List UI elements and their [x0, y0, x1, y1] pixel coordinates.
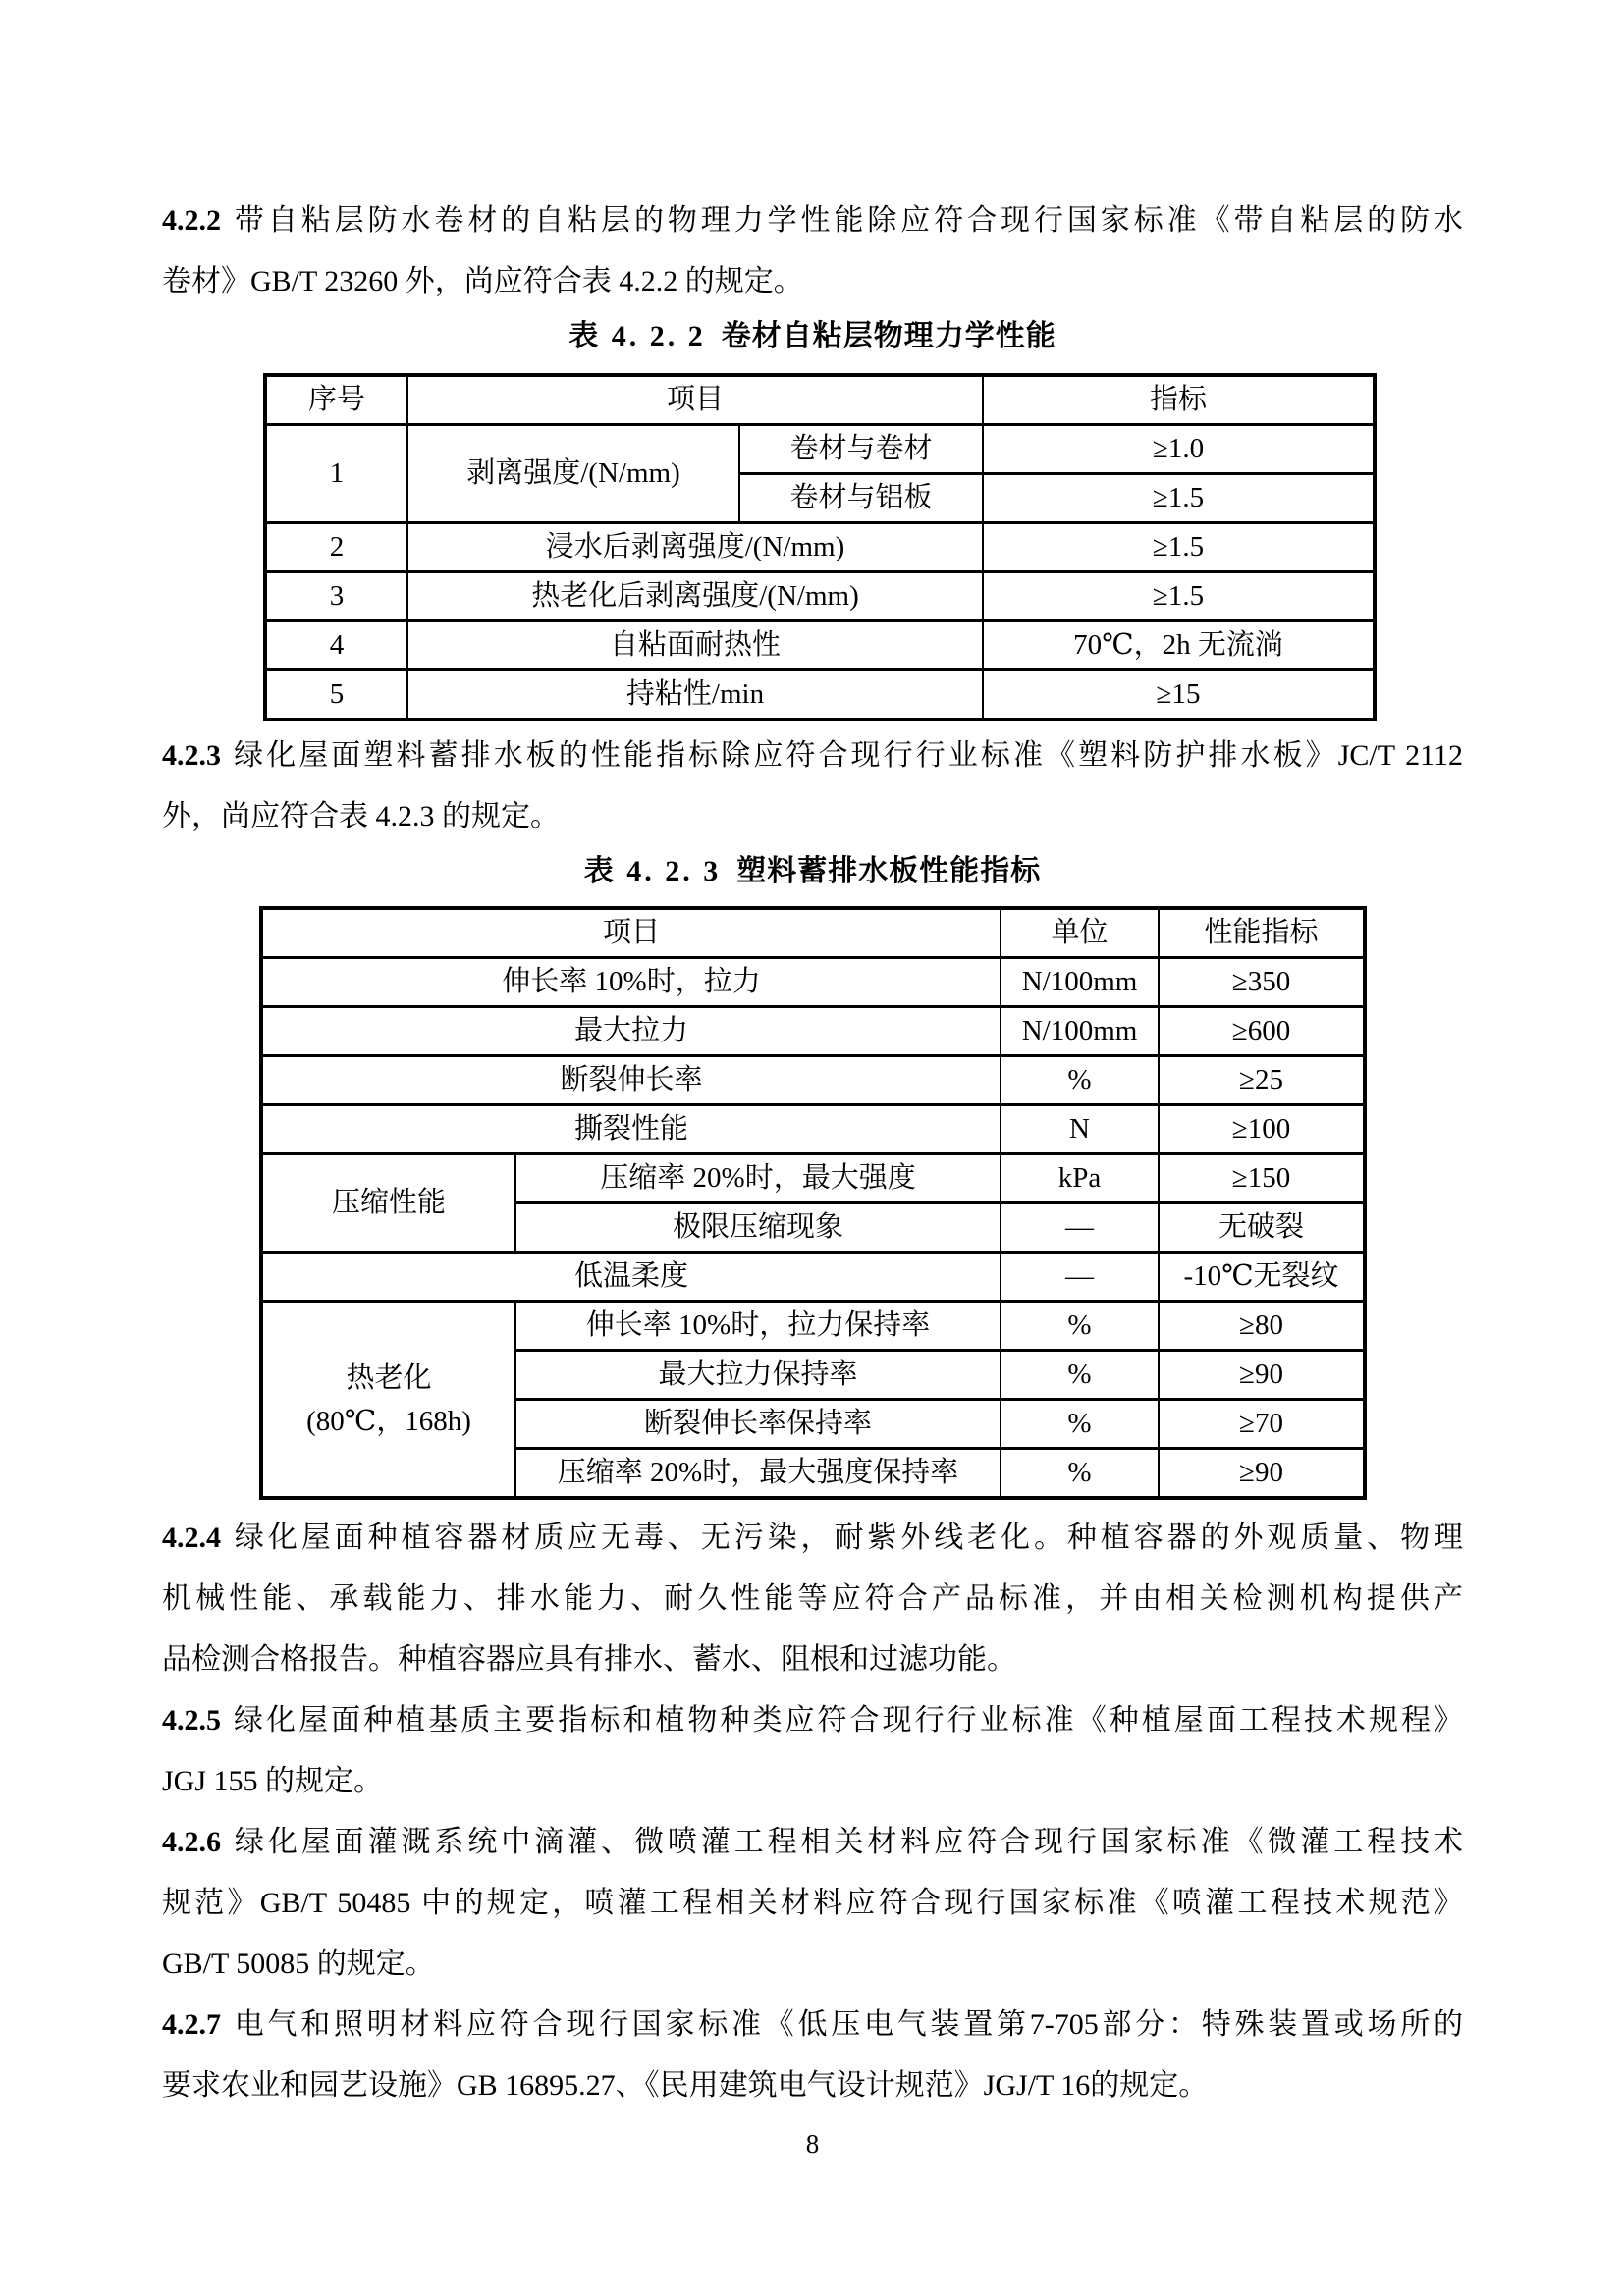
cell-value: ≥70 — [1159, 1400, 1365, 1449]
cell-subitem: 卷材与卷材 — [739, 425, 983, 474]
cell-seq: 3 — [265, 572, 407, 621]
section-number: 4.2.4 — [162, 1522, 221, 1554]
table-row — [265, 621, 1375, 670]
cell-subitem: 卷材与铝板 — [739, 474, 983, 523]
page-number: 8 — [805, 2129, 820, 2159]
paragraph-line — [162, 1508, 1463, 1569]
paragraph-text: 绿化屋面灌溉系统中滴灌、微喷灌工程相关材料应符合现行国家标准《微灌工程技术 — [231, 1826, 1463, 1858]
table-4-2-3-caption — [162, 847, 1463, 896]
cell-item: 浸水后剥离强度/(N/mm) — [407, 523, 983, 572]
table-row — [261, 1253, 1365, 1302]
cell-unit: % — [1001, 1302, 1159, 1351]
paragraph-line — [162, 725, 1463, 786]
cell-value: ≥1.5 — [983, 523, 1375, 572]
table-caption-number: 表 4. 2. 3 — [583, 855, 722, 887]
cell-value: ≥15 — [983, 670, 1375, 721]
paragraph-line: 外，尚应符合表 4.2.3 的规定。 — [162, 800, 560, 832]
paragraph-line: 规范》GB/T 50485 中的规定，喷灌工程相关材料应符合现行国家标准《喷灌工程技术规范》 — [162, 1887, 1463, 1919]
cell-value: ≥1.0 — [983, 425, 1375, 474]
section-number: 4.2.2 — [162, 204, 221, 237]
table-row — [261, 958, 1365, 1007]
cell-group-compression: 压缩性能 — [261, 1154, 515, 1253]
document-content — [162, 0, 1463, 2162]
cell-value: ≥350 — [1159, 958, 1365, 1007]
paragraph-line — [162, 190, 1463, 251]
group-condition: (80℃，168h) — [306, 1405, 471, 1437]
cell-unit: kPa — [1001, 1154, 1159, 1203]
section-4-2-3 — [162, 725, 1463, 847]
paragraph-text: 绿化屋面塑料蓄排水板的性能指标除应符合现行行业标准《塑料防护排水板》JC/T 2112 — [231, 739, 1463, 772]
cell-item: 断裂伸长率 — [261, 1056, 1001, 1105]
table-row — [265, 425, 1375, 474]
header-cell-item: 项目 — [407, 375, 983, 425]
cell-value: 70℃，2h 无流淌 — [983, 621, 1375, 670]
table-row — [265, 523, 1375, 572]
table-row — [261, 1056, 1365, 1105]
section-4-2-7 — [162, 1995, 1463, 2116]
cell-unit: % — [1001, 1400, 1159, 1449]
cell-seq: 2 — [265, 523, 407, 572]
table-4-2-3 — [259, 906, 1367, 1500]
cell-item: 剥离强度/(N/mm) — [407, 425, 739, 523]
header-cell-unit: 单位 — [1001, 908, 1159, 958]
table-row — [265, 572, 1375, 621]
header-cell-indicator: 指标 — [983, 375, 1375, 425]
cell-item: 自粘面耐热性 — [407, 621, 983, 670]
section-4-2-4 — [162, 1508, 1463, 1690]
section-number: 4.2.3 — [162, 739, 221, 772]
table-caption-number: 表 4. 2. 2 — [568, 320, 706, 352]
paragraph-text: 绿化屋面种植基质主要指标和植物种类应符合现行行业标准《种植屋面工程技术规程》 — [231, 1704, 1463, 1736]
table-caption-title: 塑料蓄排水板性能指标 — [736, 855, 1042, 887]
paragraph-line — [162, 1995, 1463, 2056]
paragraph-line — [162, 1812, 1463, 1873]
cell-seq: 4 — [265, 621, 407, 670]
cell-item: 撕裂性能 — [261, 1105, 1001, 1154]
cell-item: 低温柔度 — [261, 1253, 1001, 1302]
table-4-2-2 — [263, 373, 1377, 721]
cell-value: ≥150 — [1159, 1154, 1365, 1203]
cell-unit: N/100mm — [1001, 958, 1159, 1007]
paragraph-text: 绿化屋面种植容器材质应无毒、无污染，耐紫外线老化。种植容器的外观质量、物理 — [231, 1522, 1463, 1554]
cell-value: ≥1.5 — [983, 474, 1375, 523]
section-number: 4.2.7 — [162, 2008, 221, 2041]
cell-value: ≥1.5 — [983, 572, 1375, 621]
cell-unit: % — [1001, 1056, 1159, 1105]
paragraph-line — [162, 1690, 1463, 1751]
cell-value: -10℃无裂纹 — [1159, 1253, 1365, 1302]
group-label: 热老化 — [346, 1362, 432, 1394]
paragraph-line: 卷材》GB/T 23260 外，尚应符合表 4.2.2 的规定。 — [162, 265, 803, 297]
cell-item: 压缩率 20%时，最大强度保持率 — [515, 1449, 1001, 1499]
cell-value: ≥25 — [1159, 1056, 1365, 1105]
cell-unit: % — [1001, 1449, 1159, 1499]
cell-item: 极限压缩现象 — [515, 1203, 1001, 1253]
table-row — [261, 1154, 1365, 1203]
cell-value: 无破裂 — [1159, 1203, 1365, 1253]
cell-item: 压缩率 20%时，最大强度 — [515, 1154, 1001, 1203]
cell-unit: — — [1001, 1203, 1159, 1253]
paragraph-line: 机械性能、承载能力、排水能力、耐久性能等应符合产品标准，并由相关检测机构提供产 — [162, 1582, 1463, 1615]
section-number: 4.2.5 — [162, 1704, 221, 1736]
cell-seq: 1 — [265, 425, 407, 523]
cell-unit: N — [1001, 1105, 1159, 1154]
section-number: 4.2.6 — [162, 1826, 221, 1858]
header-cell-item: 项目 — [261, 908, 1001, 958]
cell-value: ≥600 — [1159, 1007, 1365, 1056]
cell-item: 持粘性/min — [407, 670, 983, 721]
table-row — [261, 1007, 1365, 1056]
cell-item: 最大拉力保持率 — [515, 1351, 1001, 1400]
paragraph-line: 要求农业和园艺设施》GB 16895.27、《民用建筑电气设计规范》JGJ/T 16的规定。 — [162, 2069, 1209, 2102]
cell-value: ≥90 — [1159, 1449, 1365, 1499]
paragraph-text: 带自粘层防水卷材的自粘层的物理力学性能除应符合现行国家标准《带自粘层的防水 — [231, 204, 1463, 237]
paragraph-line: GB/T 50085 的规定。 — [162, 1948, 435, 1980]
cell-group-heat-aging — [261, 1302, 515, 1499]
paragraph-line: JGJ 155 的规定。 — [162, 1765, 384, 1797]
cell-item: 断裂伸长率保持率 — [515, 1400, 1001, 1449]
cell-item: 热老化后剥离强度/(N/mm) — [407, 572, 983, 621]
table-row — [261, 1105, 1365, 1154]
cell-item: 伸长率 10%时，拉力 — [261, 958, 1001, 1007]
section-4-2-5 — [162, 1690, 1463, 1812]
cell-item: 最大拉力 — [261, 1007, 1001, 1056]
table-header-row — [265, 375, 1375, 425]
header-cell-indicator: 性能指标 — [1159, 908, 1365, 958]
section-4-2-2 — [162, 190, 1463, 312]
cell-value: ≥90 — [1159, 1351, 1365, 1400]
table-caption-title: 卷材自粘层物理力学性能 — [721, 320, 1056, 352]
cell-item: 伸长率 10%时，拉力保持率 — [515, 1302, 1001, 1351]
cell-unit: — — [1001, 1253, 1159, 1302]
cell-value: ≥80 — [1159, 1302, 1365, 1351]
paragraph-line: 品检测合格报告。种植容器应具有排水、蓄水、阻根和过滤功能。 — [162, 1643, 1016, 1676]
table-header-row — [261, 908, 1365, 958]
table-row — [261, 1302, 1365, 1351]
section-4-2-6 — [162, 1812, 1463, 1995]
cell-unit: % — [1001, 1351, 1159, 1400]
table-row — [265, 670, 1375, 721]
table-4-2-2-caption — [162, 312, 1463, 361]
cell-seq: 5 — [265, 670, 407, 721]
header-cell-seq: 序号 — [265, 375, 407, 425]
paragraph-text: 电气和照明材料应符合现行国家标准《低压电气装置第7-705部分：特殊装置或场所的 — [231, 2008, 1463, 2041]
cell-value: ≥100 — [1159, 1105, 1365, 1154]
cell-unit: N/100mm — [1001, 1007, 1159, 1056]
